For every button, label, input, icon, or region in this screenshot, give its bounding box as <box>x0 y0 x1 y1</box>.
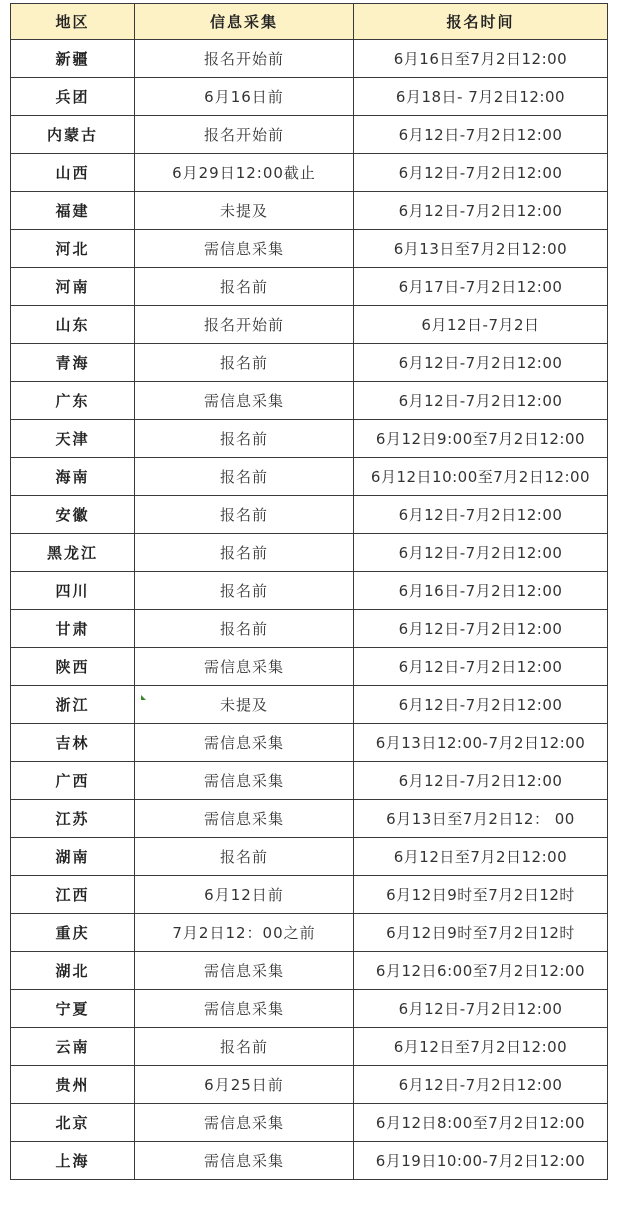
table-row <box>11 420 608 458</box>
region-cell[interactable]: 海南 <box>11 458 135 496</box>
info-collection-cell[interactable]: 6月12日前 <box>135 876 354 914</box>
info-collection-cell[interactable]: 报名开始前 <box>135 116 354 154</box>
registration-time-cell[interactable]: 6月13日至7月2日12:00 <box>354 230 608 268</box>
table-row <box>11 154 608 192</box>
registration-time-cell[interactable]: 6月12日-7月2日12:00 <box>354 382 608 420</box>
info-collection-cell[interactable]: 需信息采集 <box>135 724 354 762</box>
cell-comment-marker-icon <box>141 695 146 700</box>
table-row <box>11 1142 608 1180</box>
table-row <box>11 268 608 306</box>
region-cell[interactable]: 安徽 <box>11 496 135 534</box>
info-collection-cell[interactable]: 报名开始前 <box>135 306 354 344</box>
registration-time-cell[interactable]: 6月12日-7月2日12:00 <box>354 762 608 800</box>
table-row <box>11 686 608 724</box>
table-row <box>11 192 608 230</box>
region-cell[interactable]: 山东 <box>11 306 135 344</box>
info-collection-cell[interactable]: 报名前 <box>135 610 354 648</box>
header-region: 地区 <box>11 4 135 40</box>
table-row <box>11 78 608 116</box>
info-collection-cell[interactable]: 报名前 <box>135 572 354 610</box>
table-header <box>11 4 608 40</box>
registration-time-cell[interactable]: 6月12日6:00至7月2日12:00 <box>354 952 608 990</box>
region-cell[interactable]: 四川 <box>11 572 135 610</box>
info-collection-cell[interactable]: 报名开始前 <box>135 40 354 78</box>
registration-time-cell[interactable]: 6月13日至7月2日12： 00 <box>354 800 608 838</box>
region-cell[interactable]: 黑龙江 <box>11 534 135 572</box>
region-cell[interactable]: 浙江 <box>11 686 135 724</box>
info-collection-cell[interactable]: 报名前 <box>135 420 354 458</box>
table-row <box>11 952 608 990</box>
region-cell[interactable]: 宁夏 <box>11 990 135 1028</box>
registration-time-cell[interactable]: 6月12日9时至7月2日12时 <box>354 914 608 952</box>
info-collection-cell[interactable]: 6月16日前 <box>135 78 354 116</box>
info-collection-cell[interactable]: 报名前 <box>135 458 354 496</box>
registration-time-cell[interactable]: 6月19日10:00-7月2日12:00 <box>354 1142 608 1180</box>
registration-time-cell[interactable]: 6月12日-7月2日12:00 <box>354 648 608 686</box>
region-cell[interactable]: 陕西 <box>11 648 135 686</box>
registration-time-cell[interactable]: 6月12日-7月2日12:00 <box>354 496 608 534</box>
region-cell[interactable]: 河北 <box>11 230 135 268</box>
region-cell[interactable]: 江西 <box>11 876 135 914</box>
region-cell[interactable]: 天津 <box>11 420 135 458</box>
region-cell[interactable]: 吉林 <box>11 724 135 762</box>
registration-time-cell[interactable]: 6月12日-7月2日 <box>354 306 608 344</box>
info-collection-cell[interactable]: 需信息采集 <box>135 1104 354 1142</box>
table-row <box>11 496 608 534</box>
registration-time-cell[interactable]: 6月12日10:00至7月2日12:00 <box>354 458 608 496</box>
table-row <box>11 762 608 800</box>
info-collection-cell[interactable]: 报名前 <box>135 268 354 306</box>
table-row <box>11 306 608 344</box>
region-cell[interactable]: 北京 <box>11 1104 135 1142</box>
region-cell[interactable]: 青海 <box>11 344 135 382</box>
registration-time-cell[interactable]: 6月12日9:00至7月2日12:00 <box>354 420 608 458</box>
table-row <box>11 534 608 572</box>
registration-time-cell[interactable]: 6月12日-7月2日12:00 <box>354 116 608 154</box>
info-collection-cell[interactable]: 需信息采集 <box>135 800 354 838</box>
registration-time-cell[interactable]: 6月12日8:00至7月2日12:00 <box>354 1104 608 1142</box>
table-row <box>11 876 608 914</box>
registration-time-cell[interactable]: 6月12日至7月2日12:00 <box>354 838 608 876</box>
region-cell[interactable]: 云南 <box>11 1028 135 1066</box>
table-row <box>11 572 608 610</box>
registration-time-cell[interactable]: 6月12日-7月2日12:00 <box>354 192 608 230</box>
registration-schedule-table <box>10 3 608 1180</box>
info-collection-cell[interactable]: 需信息采集 <box>135 648 354 686</box>
registration-time-cell[interactable]: 6月13日12:00-7月2日12:00 <box>354 724 608 762</box>
table-row <box>11 1066 608 1104</box>
header-info-collection: 信息采集 <box>135 4 354 40</box>
registration-time-cell[interactable]: 6月12日-7月2日12:00 <box>354 1066 608 1104</box>
region-cell[interactable]: 广东 <box>11 382 135 420</box>
info-collection-cell[interactable]: 报名前 <box>135 838 354 876</box>
region-cell[interactable]: 新疆 <box>11 40 135 78</box>
info-collection-cell[interactable]: 报名前 <box>135 496 354 534</box>
info-collection-cell[interactable]: 报名前 <box>135 1028 354 1066</box>
registration-time-cell[interactable]: 6月12日-7月2日12:00 <box>354 534 608 572</box>
table-row <box>11 344 608 382</box>
registration-time-cell[interactable]: 6月17日-7月2日12:00 <box>354 268 608 306</box>
region-cell[interactable]: 福建 <box>11 192 135 230</box>
registration-time-cell[interactable]: 6月12日-7月2日12:00 <box>354 344 608 382</box>
info-collection-cell[interactable]: 需信息采集 <box>135 230 354 268</box>
info-collection-cell[interactable]: 需信息采集 <box>135 762 354 800</box>
region-cell[interactable]: 江苏 <box>11 800 135 838</box>
info-collection-cell[interactable]: 6月29日12:00截止 <box>135 154 354 192</box>
info-collection-cell[interactable]: 需信息采集 <box>135 382 354 420</box>
table-row <box>11 648 608 686</box>
registration-time-cell[interactable]: 6月12日9时至7月2日12时 <box>354 876 608 914</box>
info-collection-cell[interactable]: 未提及 <box>135 686 354 724</box>
region-cell[interactable]: 广西 <box>11 762 135 800</box>
table-row <box>11 724 608 762</box>
table-row <box>11 230 608 268</box>
registration-time-cell[interactable]: 6月12日-7月2日12:00 <box>354 686 608 724</box>
region-cell[interactable]: 上海 <box>11 1142 135 1180</box>
info-collection-cell[interactable]: 未提及 <box>135 192 354 230</box>
region-cell[interactable]: 重庆 <box>11 914 135 952</box>
table-body <box>11 40 608 1180</box>
region-cell[interactable]: 山西 <box>11 154 135 192</box>
table-row <box>11 610 608 648</box>
region-cell[interactable]: 湖北 <box>11 952 135 990</box>
registration-time-cell[interactable]: 6月18日- 7月2日12:00 <box>354 78 608 116</box>
region-cell[interactable]: 贵州 <box>11 1066 135 1104</box>
info-collection-cell[interactable]: 需信息采集 <box>135 952 354 990</box>
region-cell[interactable]: 河南 <box>11 268 135 306</box>
region-cell[interactable]: 湖南 <box>11 838 135 876</box>
region-cell[interactable]: 兵团 <box>11 78 135 116</box>
info-collection-cell[interactable]: 7月2日12：00之前 <box>135 914 354 952</box>
registration-time-cell[interactable]: 6月12日-7月2日12:00 <box>354 610 608 648</box>
table-row <box>11 1104 608 1142</box>
registration-time-cell[interactable]: 6月16日至7月2日12:00 <box>354 40 608 78</box>
registration-schedule-sheet <box>10 3 607 1180</box>
table-row <box>11 458 608 496</box>
table-row <box>11 382 608 420</box>
table-row <box>11 40 608 78</box>
registration-time-cell[interactable]: 6月16日-7月2日12:00 <box>354 572 608 610</box>
table-row <box>11 914 608 952</box>
registration-time-cell[interactable]: 6月12日至7月2日12:00 <box>354 1028 608 1066</box>
table-row <box>11 838 608 876</box>
info-collection-cell[interactable]: 需信息采集 <box>135 990 354 1028</box>
info-collection-cell[interactable]: 报名前 <box>135 534 354 572</box>
info-collection-cell[interactable]: 需信息采集 <box>135 1142 354 1180</box>
region-cell[interactable]: 甘肃 <box>11 610 135 648</box>
registration-time-cell[interactable]: 6月12日-7月2日12:00 <box>354 990 608 1028</box>
info-collection-cell[interactable]: 报名前 <box>135 344 354 382</box>
info-collection-cell[interactable]: 6月25日前 <box>135 1066 354 1104</box>
table-row <box>11 990 608 1028</box>
registration-time-cell[interactable]: 6月12日-7月2日12:00 <box>354 154 608 192</box>
region-cell[interactable]: 内蒙古 <box>11 116 135 154</box>
header-registration-time: 报名时间 <box>354 4 608 40</box>
header-row <box>11 4 608 40</box>
table-row <box>11 800 608 838</box>
table-row <box>11 116 608 154</box>
table-row <box>11 1028 608 1066</box>
